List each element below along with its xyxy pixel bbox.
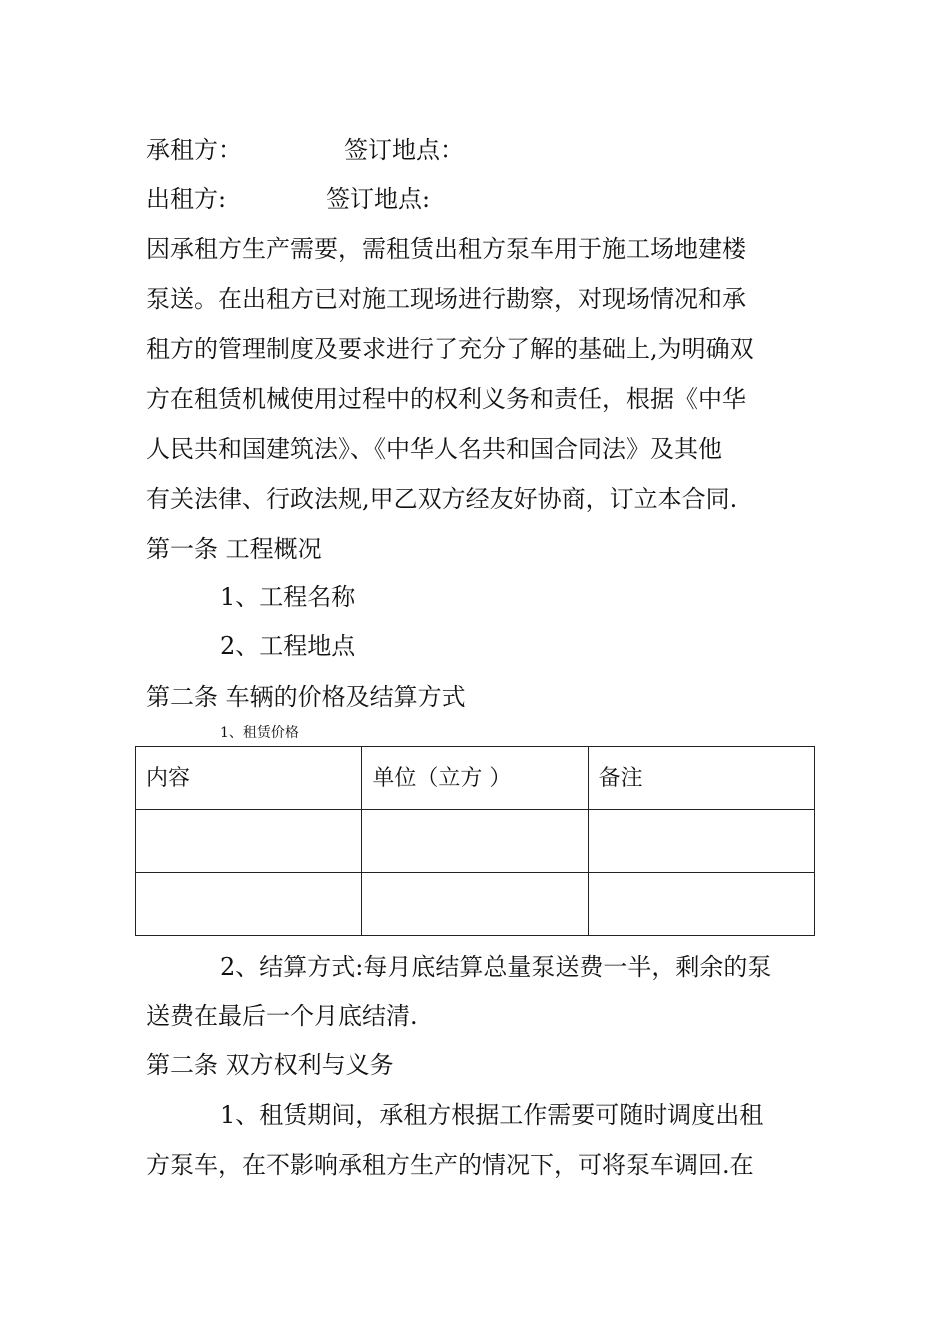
settlement-line: 送费在最后一个月底结清. bbox=[146, 1002, 418, 1030]
settlement-line: 2、结算方式:每月底结算总量泵送费一半，剩余的泵 bbox=[220, 953, 772, 981]
table-row bbox=[136, 810, 815, 873]
preamble-line: 人民共和国建筑法》、《中华人名共和国合同法》及其他 bbox=[146, 435, 722, 463]
table-cell bbox=[136, 810, 362, 873]
preamble-line: 因承租方生产需要，需租赁出租方泵车用于施工场地建楼 bbox=[146, 235, 746, 263]
table-cell bbox=[362, 810, 588, 873]
table-row bbox=[136, 873, 815, 936]
table-cell bbox=[136, 873, 362, 936]
table-cell bbox=[362, 873, 588, 936]
table-header-cell: 单位（立方 ） bbox=[362, 747, 588, 810]
preamble-line: 有关法律、行政法规,甲乙双方经友好协商，订立本合同. bbox=[146, 485, 738, 513]
preamble-line: 方在租赁机械使用过程中的权利义务和责任，根据《中华 bbox=[146, 385, 746, 413]
article-1-title: 第一条 工程概况 bbox=[146, 535, 322, 563]
preamble-line: 泵送。在出租方已对施工现场进行勘察，对现场情况和承 bbox=[146, 285, 746, 313]
article-3-title: 第二条 双方权利与义务 bbox=[146, 1051, 394, 1079]
table-cell bbox=[588, 873, 814, 936]
table-header-row bbox=[136, 747, 815, 810]
preamble-line: 租方的管理制度及要求进行了充分了解的基础上,为明确双 bbox=[146, 335, 754, 363]
table-header-cell: 备注 bbox=[588, 747, 814, 810]
table-cell bbox=[588, 810, 814, 873]
sign-place-label-1: 签订地点： bbox=[344, 136, 464, 164]
rights-paragraph-line: 方泵车，在不影响承租方生产的情况下，可将泵车调回.在 bbox=[146, 1151, 754, 1179]
rights-paragraph-line: 1、租赁期间，承租方根据工作需要可随时调度出租 bbox=[220, 1101, 764, 1129]
lessor-label: 出租方: bbox=[146, 185, 227, 213]
article-2-title: 第二条 车辆的价格及结算方式 bbox=[146, 683, 466, 711]
lessee-label: 承租方： bbox=[146, 136, 242, 164]
project-name-item: 1、工程名称 bbox=[220, 583, 356, 611]
sign-place-label-2: 签订地点: bbox=[326, 185, 431, 213]
table-header-cell: 内容 bbox=[136, 747, 362, 810]
project-location-item: 2、工程地点 bbox=[220, 632, 356, 660]
rental-price-table bbox=[135, 746, 815, 936]
rental-price-subtitle: 1、租赁价格 bbox=[220, 725, 299, 741]
